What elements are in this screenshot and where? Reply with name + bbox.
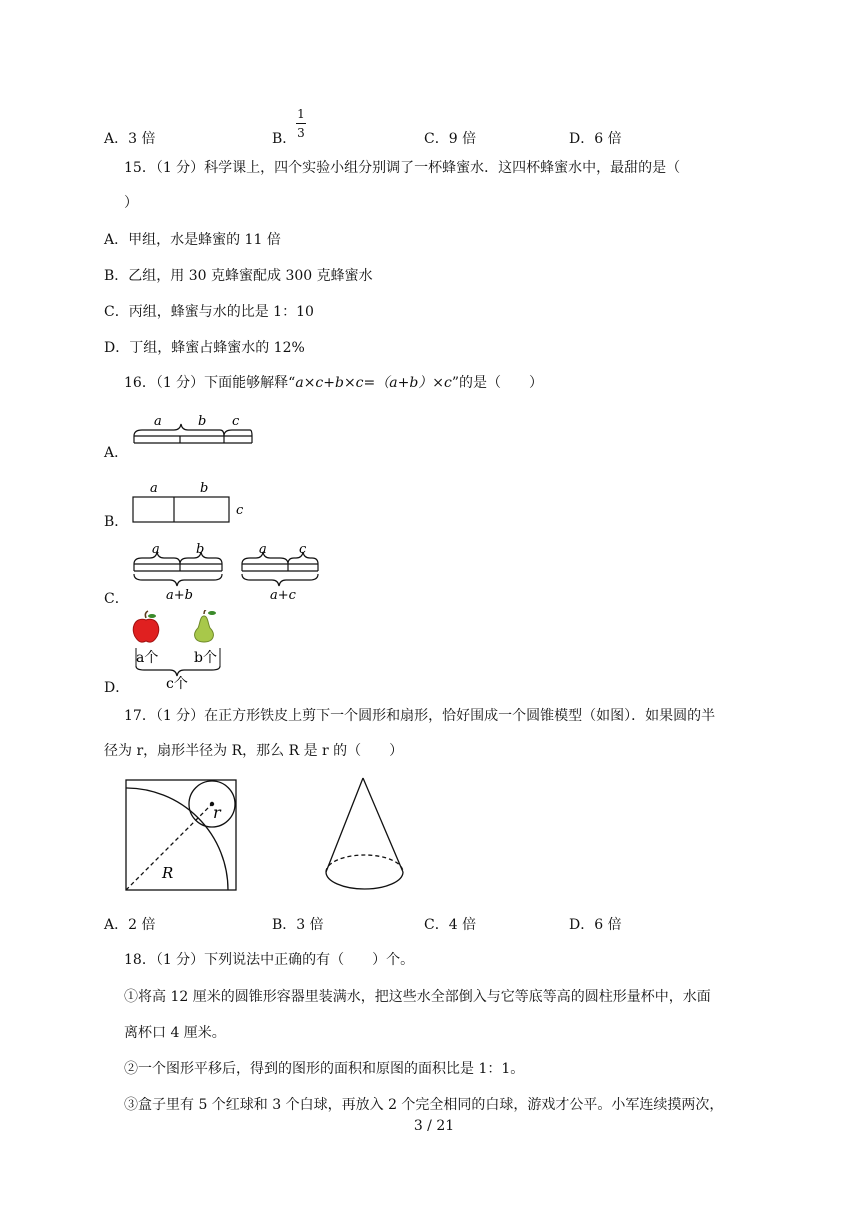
q17-label-r: r — [213, 803, 221, 822]
q15-option-b: B．乙组，用 30 克蜂蜜配成 300 克蜂蜜水 — [104, 268, 373, 284]
q16c-label-a2: a — [259, 542, 267, 557]
pear-icon — [195, 610, 216, 642]
q16-option-b-figure — [128, 478, 258, 528]
q15-option-c: C．丙组，蜂蜜与水的比是 1：10 — [104, 304, 314, 320]
page-number: 3 / 21 — [413, 1118, 455, 1134]
q16-option-d-figure — [128, 610, 238, 692]
q14-option-c: C．9 倍 — [424, 131, 477, 147]
q17-stem-line1: 17．（1 分）在正方形铁皮上剪下一个圆形和扇形，恰好围成一个圆锥模型（如图）．如果圆的半 — [124, 708, 716, 724]
q18-stem: 18．（1 分）下列说法中正确的有（ ）个。 — [124, 952, 415, 968]
q16-formula: a×c+b×c=（a+b）×c — [295, 375, 452, 391]
q16b-label-c: c — [236, 503, 244, 518]
q16d-label-c-ge: c个 — [166, 676, 188, 692]
q17-square-figure — [120, 772, 245, 897]
q17-option-b: B．3 倍 — [272, 917, 324, 933]
q16b-label-b: b — [200, 481, 209, 496]
q16a-label-c: c — [232, 414, 240, 429]
q14-option-b-denominator: 3 — [297, 126, 305, 140]
q17-label-R: R — [162, 864, 174, 882]
q16c-label-c: c — [299, 542, 307, 557]
q16c-label-a-plus-c: a+c — [270, 588, 296, 603]
q14-option-b-label: B． — [272, 131, 297, 147]
q16-option-a-label: A． — [104, 445, 129, 461]
q16-option-b-label: B． — [104, 514, 129, 530]
q15-option-a: A．甲组，水是蜂蜜的 11 倍 — [104, 232, 281, 248]
q16a-label-b: b — [198, 414, 207, 429]
q16a-label-a: a — [154, 414, 162, 429]
q17-option-d: D．6 倍 — [569, 917, 622, 933]
q14-option-d: D．6 倍 — [569, 131, 622, 147]
q16-option-d-label: D． — [104, 680, 130, 696]
q18-item2: ②一个图形平移后，得到的图形的面积和原图的面积比是 1：1。 — [124, 1061, 525, 1077]
q16-stem — [124, 373, 543, 393]
q15-option-d: D．丁组，蜂蜜占蜂蜜水的 12% — [104, 340, 305, 356]
q16d-label-b-ge: b个 — [194, 650, 217, 666]
q16c-label-a1: a — [152, 542, 160, 557]
q16-option-a-figure — [128, 410, 258, 456]
q16-option-c-figure — [128, 538, 328, 604]
q18-item3: ③盒子里有 5 个红球和 3 个白球，再放入 2 个完全相同的白球，游戏才公平。小军连续摸两次， — [124, 1097, 724, 1113]
q17-option-a: A．2 倍 — [104, 917, 156, 933]
q16c-label-b: b — [196, 542, 205, 557]
q17-option-c: C．4 倍 — [424, 917, 477, 933]
q17-cone-figure — [320, 774, 410, 899]
q18-item1-line2: 离杯口 4 厘米。 — [124, 1025, 226, 1041]
q16-option-c-label: C． — [104, 591, 129, 607]
q18-item1-line1: ①将高 12 厘米的圆锥形容器里装满水，把这些水全部倒入与它等底等高的圆柱形量杯中，水面 — [124, 989, 711, 1005]
q16c-label-a-plus-b: a+b — [166, 588, 193, 603]
q16-stem-prefix: 16．（1 分）下面能够解释“ — [124, 375, 296, 391]
q16d-label-a-ge: a个 — [136, 650, 159, 666]
q16-stem-suffix: ”的是（ ） — [451, 375, 544, 391]
q14-option-b-fraction-bar — [296, 123, 306, 124]
apple-icon — [133, 611, 159, 642]
q14-option-b-numerator: 1 — [297, 107, 305, 121]
q17-stem-line2: 径为 r，扇形半径为 R，那么 R 是 r 的（ ） — [104, 743, 404, 759]
q15-stem-line2: ） — [124, 195, 138, 211]
q15-stem-line1: 15．（1 分）科学课上，四个实验小组分别调了一杯蜂蜜水．这四杯蜂蜜水中，最甜的是（ — [124, 160, 681, 176]
q16b-label-a: a — [150, 481, 158, 496]
q14-option-a: A．3 倍 — [104, 131, 156, 147]
